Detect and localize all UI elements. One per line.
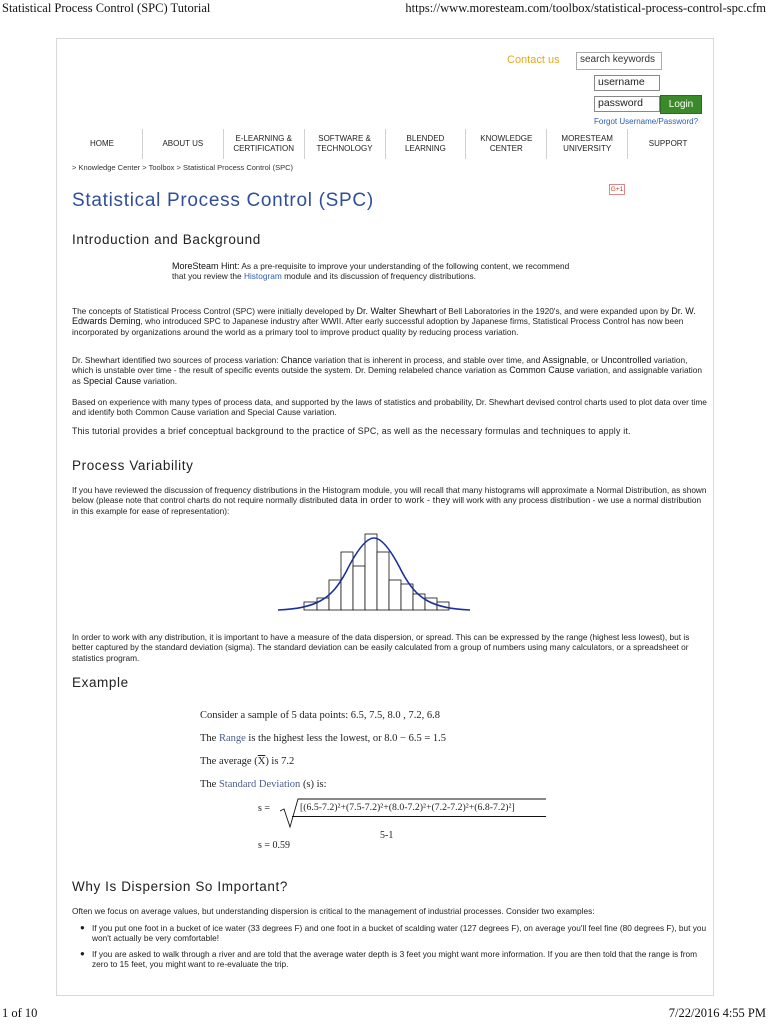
breadcrumb[interactable]: > Knowledge Center > Toolbox > Statistical Process Control (SPC) (72, 163, 294, 172)
heading-variability: Process Variability (72, 458, 194, 473)
paragraph-why: Often we focus on average values, but understanding dispersion is critical to the management of industrial processes. Consider two examples: (72, 906, 595, 916)
paragraph-variation-sources: Dr. Shewhart identified two sources of process variation: Chance variation that is inherent in process, and stable over time, and Assignable, or Uncontrolled variation, which is unstable over time - the result of specific events outside the system. Dr. Deming relabeled chance variation as Common Cause variation, and assignable variation as Special Cause variation. (72, 355, 702, 386)
hint-box: MoreSteam Hint: As a pre-requisite to improve your understanding of the following content, we recommend that you review the Histogram module and its discussion of frequency distributions. (172, 261, 570, 282)
nav-support[interactable]: SUPPORT (648, 139, 688, 148)
main-nav (62, 129, 708, 159)
paragraph-control-charts: Based on experience with many types of process data, and supported by the laws of statistics and probability, Dr. Shewhart devised control charts used to plot data over time and identify both Common Cause variation and Special Cause variation. (72, 397, 707, 418)
bullet-icon: ● (80, 949, 85, 958)
histogram-bar (329, 580, 341, 610)
page-frame (56, 38, 714, 996)
paragraph-history: The concepts of Statistical Process Control (SPC) were initially developed by Dr. Walter Shewhart of Bell Laboratories in the 1920's, and were expanded upon by Dr. W. Edwards Deming, who introduced SPC to Japanese industry after WWII. After early successful adoption by Japanese firms, Statistical Process Control has now been incorporated by organizations around the world as a primary tool to improve product quality by reducing process variation. (72, 306, 696, 337)
contact-link[interactable]: Contact us (507, 54, 560, 66)
nav-home[interactable]: HOME (62, 129, 143, 159)
heading-example: Example (72, 675, 129, 690)
histogram-bar (401, 584, 413, 610)
password-field[interactable]: password (594, 96, 660, 112)
google-plus-button[interactable]: G+1 (610, 186, 624, 193)
bullet-icon: ● (80, 923, 85, 932)
nav-software[interactable]: SOFTWARE & TECHNOLOGY (305, 129, 386, 159)
login-button[interactable]: Login (660, 95, 702, 114)
nav-knowledge-center[interactable]: KNOWLEDGE CENTER (466, 129, 547, 159)
example-sample: Consider a sample of 5 data points: 6.5, 7.5, 8.0 , 7.2, 6.8 (200, 710, 441, 721)
histogram-bar (377, 552, 389, 610)
list-item: ● If you put one foot in a bucket of ice water (33 degrees F) and one foot in a bucket of scalding water (127 degrees F), on average you'll feel fine (80 degrees F), but you won't actually be very comfortable! (80, 923, 707, 944)
heading-intro: Introduction and Background (72, 232, 261, 247)
normal-distribution-histogram (276, 532, 472, 614)
std-dev-formula: s = [(6.5-7.2)²+(7.5-7.2)²+(8.0-7.2)²+(7.2-7.2)²+(6.8-7.2)²] 5-1 (258, 797, 548, 852)
histogram-bar (413, 594, 425, 610)
page-title: Statistical Process Control (SPC) (72, 190, 374, 211)
example-average: The average $(\overline{X})$ is 7.2 (200, 756, 295, 767)
heading-why-dispersion: Why Is Dispersion So Important? (72, 879, 288, 894)
histogram-link[interactable]: Histogram (243, 271, 282, 282)
histogram-bar (353, 566, 365, 610)
username-field[interactable]: username (594, 75, 660, 91)
paragraph-normal-distribution: If you have reviewed the discussion of frequency distributions in the Histogram module, you will recall that many histograms will approximate a Normal Distribution, as shown below (please note that control charts do not require normally distributed data in order to work - they will work with any process distribution - we use a normal distribution in this example for ease of representation): (72, 485, 707, 516)
example-result: s = 0.59 (258, 840, 291, 851)
print-doc-title: Statistical Process Control (SPC) Tutorial (2, 1, 211, 15)
nav-about-us[interactable]: ABOUT US (143, 129, 224, 159)
histogram-bar (389, 580, 401, 610)
forgot-password-link[interactable]: Forgot Username/Password? (594, 117, 699, 126)
fraction-bar (292, 816, 546, 817)
example-range: The Range is the highest less the lowest, or 8.0 − 6.5 = 1.5 (200, 733, 447, 744)
nav-elearning[interactable]: E-LEARNING & CERTIFICATION (224, 129, 305, 159)
example-std-label: The Standard Deviation (s) is: (200, 779, 327, 790)
page-number: 1 of 10 (2, 1006, 38, 1020)
print-datetime: 7/22/2016 4:55 PM (668, 1006, 766, 1020)
nav-blended-learning[interactable]: BLENDED LEARNING (386, 129, 467, 159)
print-url[interactable]: https://www.moresteam.com/toolbox/statistical-process-control-spc.cfm (405, 1, 766, 15)
paragraph-dispersion: In order to work with any distribution, it is important to have a measure of the data dispersion, or spread. This can be expressed by the range (highest less lowest), but is better captured by the standard deviation (sigma). The standard deviation can be easily calculated from a group of numbers using many calculators, or a spreadsheet or statistics program. (72, 632, 690, 663)
print-footer (0, 1004, 768, 1024)
print-header (0, 0, 768, 18)
histogram-bar (365, 534, 377, 610)
paragraph-tutorial-scope: This tutorial provides a brief conceptual background to the practice of SPC, as well as the necessary formulas and techniques to apply it. (72, 426, 631, 436)
search-input[interactable]: search keywords (576, 52, 662, 70)
nav-moresteam-university[interactable]: MORESTEAM UNIVERSITY (547, 129, 628, 159)
list-item: ● If you are asked to walk through a river and are told that the average water depth is 3 feet you might want more information. If you are then told that the range is from zero to 15 feet, you might want to re-evaluate the trip. (80, 949, 698, 970)
